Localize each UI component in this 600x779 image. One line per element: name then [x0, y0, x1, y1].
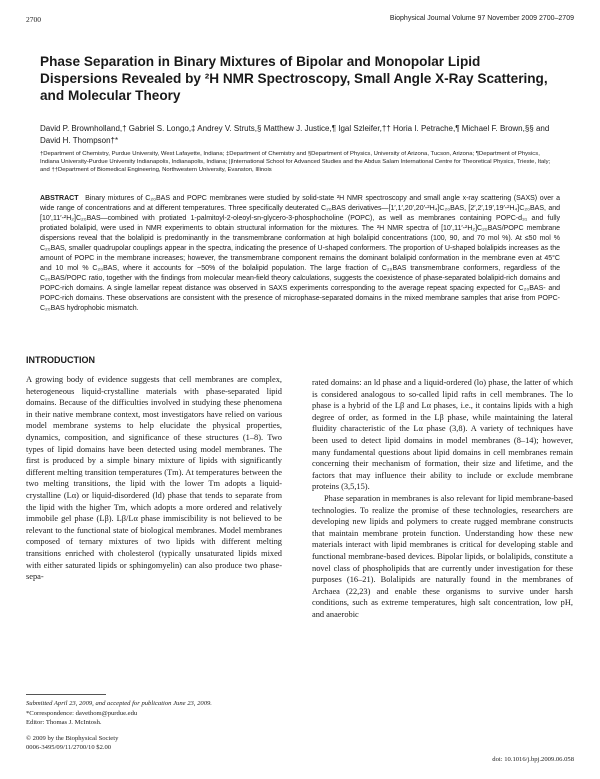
- issn-price: 0006-3495/09/11/2700/10 $2.00: [26, 744, 112, 752]
- intro-paragraph-2: Phase separation in membranes is also relevant for lipid membrane-based technologies. To realize the promise of these technologies, researchers are developing new lipids and polymers to create rugged membrane constructs that maintain membrane protein function. Understanding how these new materials interact with lipid membranes is critical for developing stable and functional membrane-based devices. Bipolar lipids, or bolalipids, constitute a novel class of phospholipids that are currently under investigation for these purposes (16–21). Bolalipids are naturally found in the membranes of Archaea (22,23) and enable these organisms to survive under harsh conditions, such as extreme temperatures, high salt concentration, low pH, and anaerobic: [312, 493, 573, 619]
- doi-link[interactable]: doi: 10.1016/j.bpj.2009.06.058: [492, 756, 574, 763]
- section-heading-introduction: INTRODUCTION: [26, 355, 95, 365]
- abstract-label: ABSTRACT: [40, 195, 79, 202]
- footnotes: [26, 699, 212, 753]
- page-number: 2700: [26, 15, 41, 24]
- affiliations: †Department of Chemistry, Purdue University, West Lafayette, Indiana; ‡Department of Chemistry and §Department of Physics, University of Arizona, Tucson, Arizona; ¶Department of Physics, Indiana University-Purdue University Indianapolis, Indianapolis, Indiana; ||International School for Advanced Studies and the Abdus Salam International Centre for Theoretical Physics, Trieste, Italy; and ††Department of Biomedical Engineering, Northwestern University, Evanston, Illinois: [40, 151, 551, 173]
- editor-note: Editor: Thomas J. McIntosh.: [26, 719, 102, 727]
- intro-paragraph-1: A growing body of evidence suggests that cell membranes are complex, heterogeneous liquid-crystalline materials with phase-separated lipid domains. Because of the difficulties involved in studying these phenomena in their native membrane context, most investigators have relied on various model membrane systems to help elucidate the physical properties, dynamics, composition, and significance of these structures (1–8). Two types of lipid domains have been detected using model membranes. The first is produced by a simple binary mixture of lipids with significantly different melting transition temperatures (Tm). At temperatures between the two melting transitions, the lipid with the lower Tm adopts a liquid-crystalline (Lα) or liquid-disordered (ld) phase that tends to separate from the lipid with the higher Tm, which adopts a more ordered and relatively immobile gel phase (Lβ). Lβ/Lα phase immiscibility is not believed to be relevant to the functional state of biological membranes. Model membranes composed of ternary mixtures of two lipids with different melting transitions enriched with cholesterol (typically unsaturated lipids mixed with either saturated lipids or sphingomyelin) can also produce two phase-sepa-: [26, 375, 282, 582]
- author-list: David P. Brownholland,† Gabriel S. Longo,‡ Andrey V. Struts,§ Matthew J. Justice,¶ Igal Szleifer,†† Horia I. Petrache,¶ Michael F. Brown,§§ and David H. Thompson†*: [40, 124, 550, 145]
- correspondence-email[interactable]: *Correspondence: davethom@purdue.edu: [26, 709, 138, 717]
- body-column-right: [312, 377, 573, 620]
- footnote-divider: [26, 694, 106, 695]
- article-title: Phase Separation in Binary Mixtures of Bipolar and Monopolar Lipid Dispersions Revealed by ²H NMR Spectroscopy, Small Angle X-Ray Scattering, and Molecular Theory: [40, 54, 548, 103]
- abstract-text: Binary mixtures of C₂₀BAS and POPC membranes were studied by solid-state ²H NMR spectroscopy and small angle x-ray scattering (SAXS) over a wide range of concentrations and at different temperatures. Three specifically deuterated C₂₀BAS derivatives—[1′,1′,20′,20′-²H₄]C₂₀BAS, [2′,2′,19′,19′-²H₄]C₂₀BAS, and [10′,11′-²H₂]C₂₀BAS—combined with protiated 1-palmitoyl-2-oleoyl-sn-glycero-3-phosphocholine (POPC), as well as membranes containing POPC-d₃₁ and fully protiated bolalipid, were used in NMR experiments to obtain structural information for the mixtures. The ²H NMR spectra of [10′,11′-²H₂]C₂₀BAS/POPC membrane dispersions reveal that the bolalipid is predominantly in the transmembrane conformation at high bolalipid concentrations (100, 90, and 70 mol %). At ≤50 mol % C₂₀BAS, smaller quadrupolar couplings appear in the spectra, indicating the presence of U-shaped conformers. The proportion of U-shaped bolalipids increases as the amount of POPC in the membrane increases; however, the transmembrane component remains the dominant bolalipid conformation in the membrane even at 45°C and 10 mol % C₂₀BAS, where it accounts for ~50% of the bolalipid population. The large fraction of C₂₀BAS transmembrane conformers, regardless of the C₂₀BAS/POPC ratio, together with the findings from molecular mean-field theory calculations, suggests the coexistence of phase-separated bolalipid-rich domains and POPC-rich domains. A single lamellar repeat distance was observed in SAXS experiments corresponding to the average repeat spacing expected for C₂₀BAS- and POPC-rich domains. These observations are consistent with the presence of microphase-separated domains in the mixed membrane samples that arise from POPC-C₂₀BAS hydrophobic mismatch.: [40, 195, 560, 312]
- journal-citation: Biophysical Journal Volume 97 November 2009 2700–2709: [389, 15, 574, 22]
- body-column-left: [26, 374, 282, 583]
- intro-paragraph-1-continued: rated domains: an ld phase and a liquid-ordered (lo) phase, the latter of which is considered analogous to so-called lipid rafts in cell membranes. The lo phase is a hybrid of the Lβ and Lα phases, i.e., it contains lipids with a high degree of order, as formed in the Lβ phase, while maintaining the lateral fluidity characteristic of the Lα phase (3,8). A variety of techniques have been used to detect lipid domains in model membranes (8–14); however, many fundamental questions about lipid domains in cell membranes remain concerning their mechanism of formation, their size and lifetime, and the factors that may influence their ability to include or exclude membrane proteins (3,5,15).: [312, 378, 573, 492]
- submission-dates: Submitted April 23, 2009, and accepted for publication June 23, 2009.: [26, 700, 212, 707]
- copyright-notice: © 2009 by the Biophysical Society: [26, 734, 119, 742]
- abstract: [40, 194, 560, 314]
